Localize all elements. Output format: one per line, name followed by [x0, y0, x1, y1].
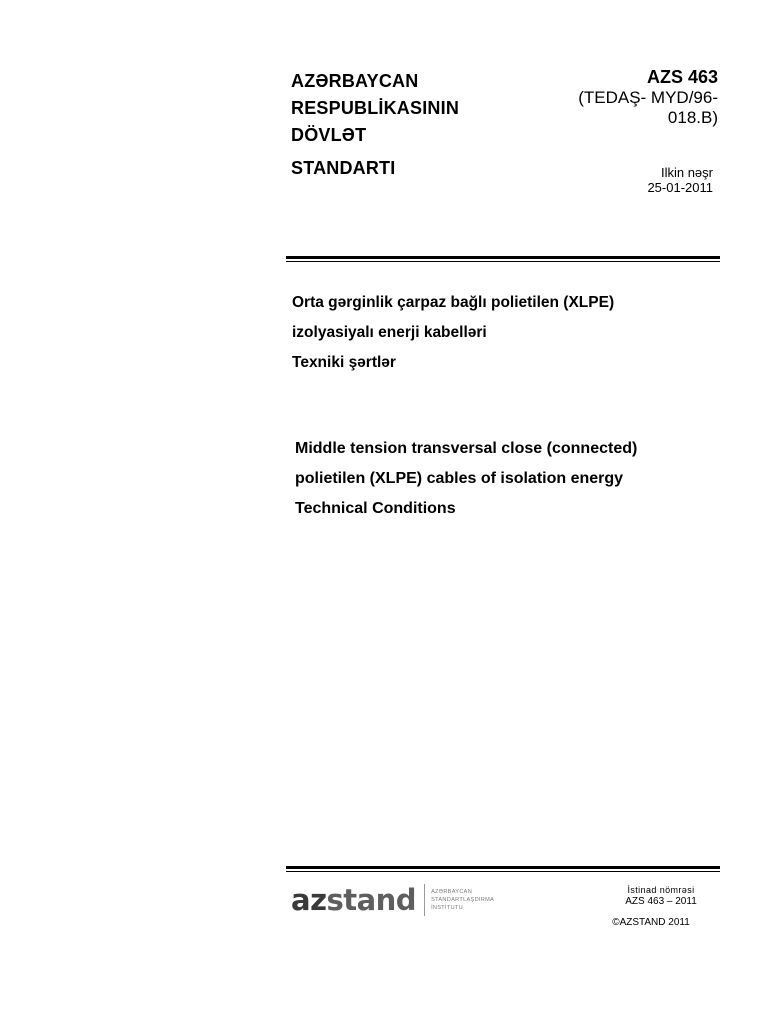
edition-date: 25-01-2011 [647, 180, 713, 195]
top-divider [286, 256, 720, 262]
title-azerbaijani [292, 288, 732, 378]
issuer-line: AZƏRBAYCAN [291, 71, 419, 91]
issuer-line: RESPUBLİKASININ [291, 98, 460, 118]
bottom-divider [286, 866, 720, 872]
title-line: Texniki şərtlər [292, 354, 396, 371]
title-line: Technical Conditions [295, 500, 456, 517]
reference-number [606, 884, 716, 908]
issuer-heading [291, 68, 551, 182]
title-line: polietilen (XLPE) cables of isolation energy [295, 470, 624, 487]
logo-wordmark: azstand [291, 883, 417, 917]
title-english [295, 434, 735, 524]
logo-separator [424, 884, 425, 916]
title-line: Middle tension transversal close (connected) [295, 440, 638, 457]
edition-label: Ilkin nəşr [660, 165, 713, 180]
logo-subtitle: AZƏRBAYCAN STANDARTLAŞDIRMA İNSTİTUTU [431, 889, 495, 911]
reference-value: AZS 463 – 2011 [625, 896, 697, 907]
copyright-notice: ©AZSTAND 2011 [612, 917, 690, 928]
standard-number: AZS 463 [646, 67, 718, 87]
azstand-logo [291, 882, 494, 918]
standard-reference: (TEDAŞ- MYD/96- [578, 88, 718, 107]
issuer-line: STANDARTI [291, 158, 396, 178]
title-line: izolyasiyalı enerji kabelləri [292, 324, 487, 341]
reference-label: İstinad nömrəsi [627, 885, 695, 895]
standard-reference: 018.B) [667, 108, 718, 127]
issuer-line: DÖVLƏT [291, 125, 367, 145]
title-line: Orta gərginlik çarpaz bağlı polietilen (XLPE) [292, 294, 615, 311]
edition-info [647, 165, 713, 195]
standard-designation [518, 66, 718, 128]
